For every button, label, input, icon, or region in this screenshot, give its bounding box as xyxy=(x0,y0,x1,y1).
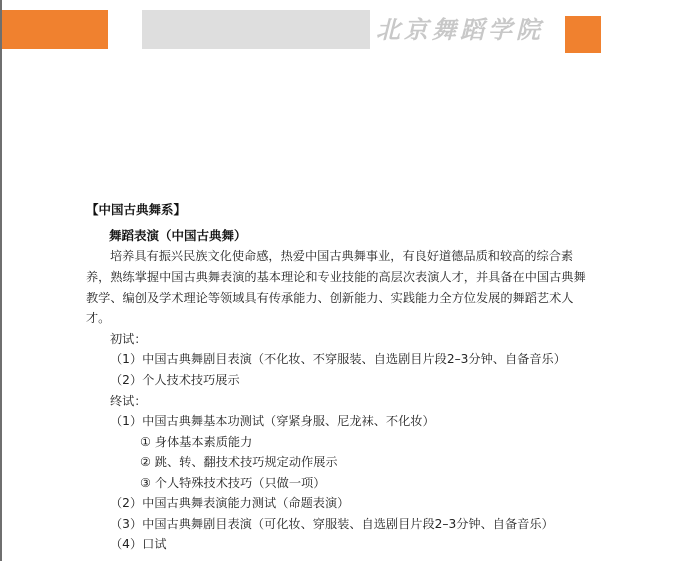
header-orange-block-right xyxy=(565,16,601,53)
left-border-rule xyxy=(0,0,2,561)
preliminary-item: （2）个人技术技巧展示 xyxy=(110,373,240,387)
final-item: （1）中国古典舞基本功测试（穿紧身服、尼龙袜、不化妆） xyxy=(110,414,435,428)
final-subitem: ③ 个人特殊技术技巧（只做一项） xyxy=(140,476,326,490)
final-label: 终试： xyxy=(110,394,147,408)
final-item: （3）中国古典舞剧目表演（可化妆、穿服装、自选剧目片段2–3分钟、自备音乐） xyxy=(110,517,554,531)
final-item: （4）口试 xyxy=(110,537,167,551)
header-orange-block-left xyxy=(2,10,108,49)
intro-line: 教学、编创及学术理论等领域具有传承能力、创新能力、实践能力全方位发展的舞蹈艺术人 xyxy=(86,291,574,305)
section-title: 【中国古典舞系】 xyxy=(86,202,187,217)
preliminary-item: （1）中国古典舞剧目表演（不化妆、不穿服装、自选剧目片段2–3分钟、自备音乐） xyxy=(110,352,566,366)
intro-line: 培养具有振兴民族文化使命感，热爱中国古典舞事业，有良好道德品质和较高的综合素 xyxy=(110,249,574,263)
final-subitem: ① 身体基本素质能力 xyxy=(140,435,253,449)
intro-line: 养，熟练掌握中国古典舞表演的基本理论和专业技能的高层次表演人才，并具备在中国古典舞 xyxy=(86,270,586,284)
header-gray-bar xyxy=(142,10,370,49)
final-subitem: ② 跳、转、翻技术技巧规定动作展示 xyxy=(140,455,338,469)
major-title: 舞蹈表演（中国古典舞） xyxy=(109,228,247,243)
preliminary-label: 初试： xyxy=(110,332,147,346)
school-logo-text: 北京舞蹈学院 xyxy=(376,15,544,44)
intro-line: 才。 xyxy=(86,311,111,325)
final-item: （2）中国古典舞表演能力测试（命题表演） xyxy=(110,496,350,510)
